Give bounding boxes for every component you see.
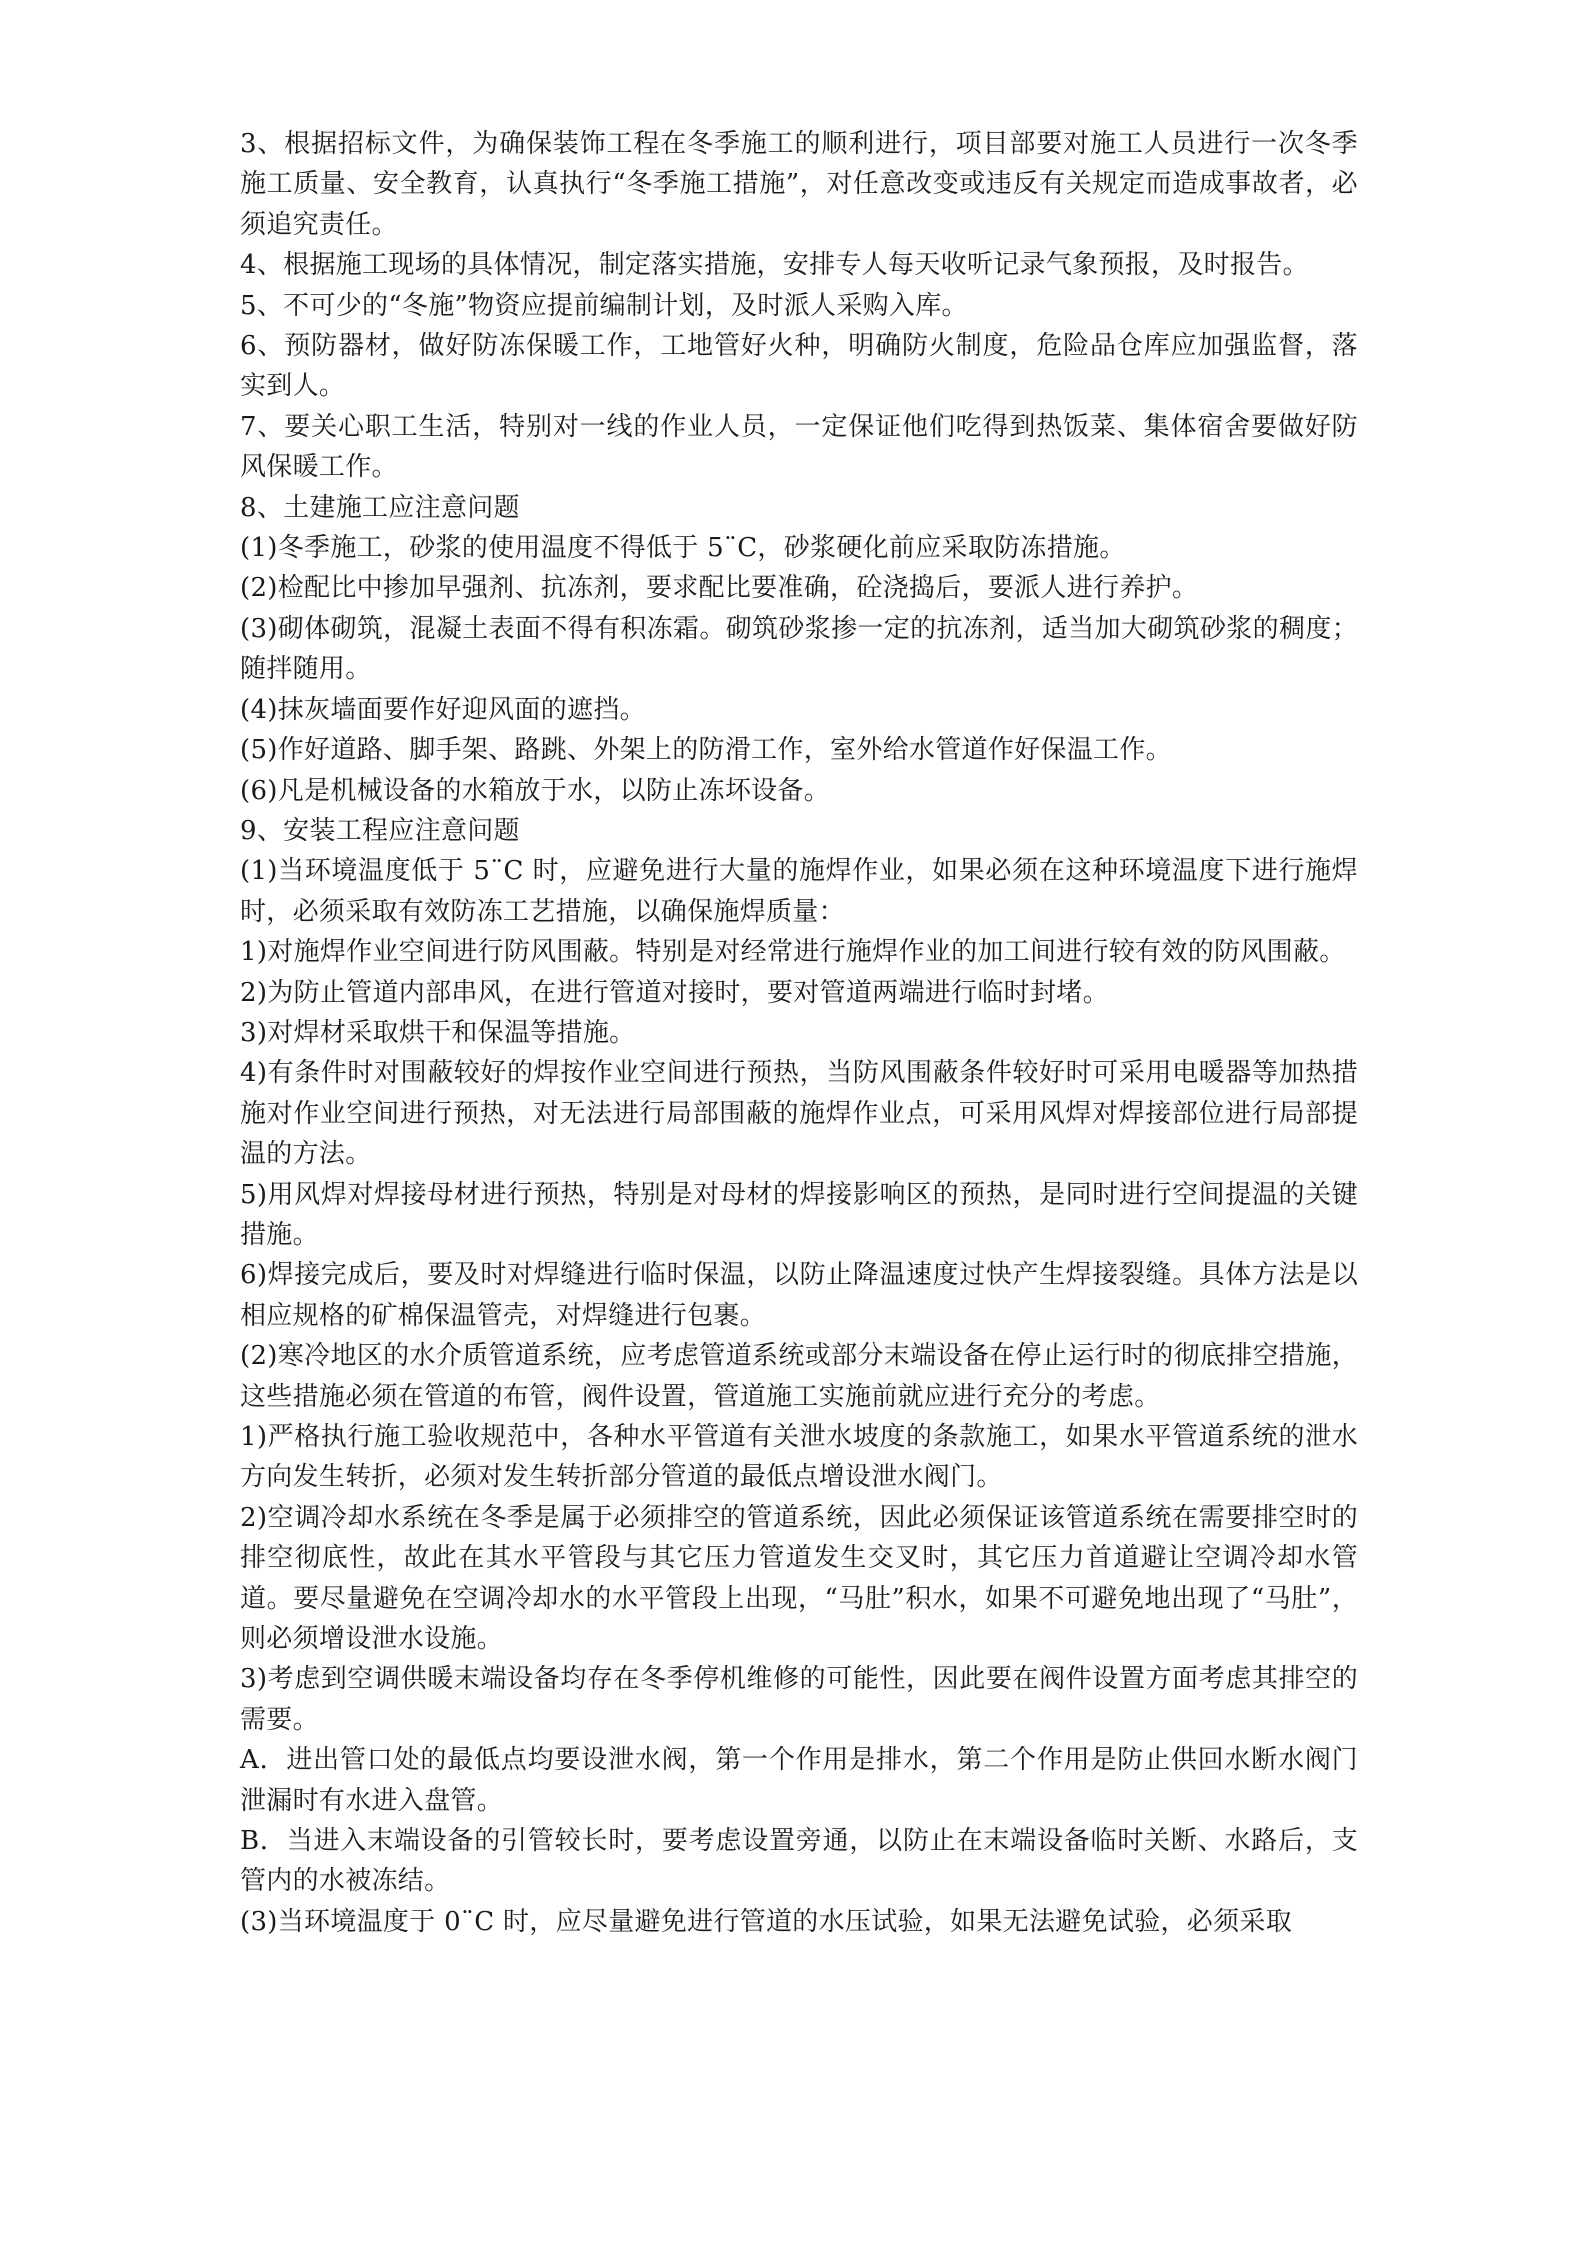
- paragraph-install-3: (3)当环境温度于 0¨C 时，应尽量避免进行管道的水压试验，如果无法避免试验，必须采取: [240, 1906, 1292, 1937]
- paragraph-civil-5: (5)作好道路、脚手架、路跳、外架上的防滑工作，室外给水管道作好保温工作。: [240, 735, 1172, 766]
- paragraph-civil-4: (4)抹灰墙面要作好迎风面的遮挡。: [240, 694, 646, 725]
- paragraph-welding-2: 2)为防止管道内部串风，在进行管道对接时，要对管道两端进行临时封堵。: [240, 977, 1109, 1008]
- paragraph-welding-1: 1)对施焊作业空间进行防风围蔽。特别是对经常进行施焊作业的加工间进行较有效的防风围蔽。: [240, 937, 1346, 968]
- paragraph-civil-1: (1)冬季施工，砂浆的使用温度不得低于 5¨C，砂浆硬化前应采取防冻措施。: [240, 533, 1126, 564]
- paragraph-drain-a: A．进出管口处的最低点均要设泄水阀，第一个作用是排水，第二个作用是防止供回水断水阀门泄漏时有水进入盘管。: [240, 1745, 1358, 1816]
- paragraph-drain-2: 2)空调冷却水系统在冬季是属于必须排空的管道系统，因此必须保证该管道系统在需要排空时的排空彻底性，故此在其水平管段与其它压力管道发生交叉时，其它压力首道避让空调冷却水管道。要尽量避免在空调冷却水的水平管段上出现，“马肚”积水，如果不可避免地出现了“马肚”，则必须增设泄水设施。: [240, 1502, 1358, 1655]
- paragraph-civil-2: (2)检配比中掺加早强剂、抗冻剂，要求配比要准确，砼浇捣后，要派人进行养护。: [240, 573, 1199, 604]
- paragraph-drain-3: 3)考虑到空调供暖末端设备均存在冬季停机维修的可能性，因此要在阀件设置方面考虑其排空的需要。: [240, 1664, 1358, 1735]
- paragraph-welding-4: 4)有条件时对围蔽较好的焊按作业空间进行预热，当防风围蔽条件较好时可采用电暖器等加热措施对作业空间进行预热，对无法进行局部围蔽的施焊作业点，可采用风焊对焊接部位进行局部提温的方法。: [240, 1058, 1358, 1170]
- document-body: [240, 124, 1358, 1942]
- paragraph-item-5: 5、不可少的“冬施”物资应提前编制计划，及时派人采购入库。: [240, 290, 968, 321]
- paragraph-install-2: (2)寒冷地区的水介质管道系统，应考虑管道系统或部分末端设备在停止运行时的彻底排空措施，这些措施必须在管道的布管，阀件设置，管道施工实施前就应进行充分的考虑。: [240, 1341, 1358, 1412]
- section-heading-installation: 9、安装工程应注意问题: [240, 815, 520, 846]
- paragraph-item-6: 6、预防器材，做好防冻保暖工作，工地管好火种，明确防火制度，危险品仓库应加强监督，落实到人。: [240, 331, 1358, 402]
- paragraph-civil-3: (3)砌体砌筑，混凝土表面不得有积冻霜。砌筑砂浆掺一定的抗冻剂，适当加大砌筑砂浆的稠度；随拌随用。: [240, 613, 1358, 685]
- section-heading-civil: 8、土建施工应注意问题: [240, 492, 520, 523]
- paragraph-item-7: 7、要关心职工生活，特别对一线的作业人员，一定保证他们吃得到热饭菜、集体宿舍要做好防风保暖工作。: [240, 411, 1358, 483]
- paragraph-item-4: 4、根据施工现场的具体情况，制定落实措施，安排专人每天收听记录气象预报，及时报告。: [240, 250, 1309, 281]
- paragraph-drain-1: 1)严格执行施工验收规范中，各种水平管道有关泄水坡度的条款施工，如果水平管道系统的泄水方向发生转折，必须对发生转折部分管道的最低点增设泄水阀门。: [240, 1422, 1358, 1493]
- paragraph-install-1: (1)当环境温度低于 5¨C 时，应避免进行大量的施焊作业，如果必须在这种环境温度下进行施焊时，必须采取有效防冻工艺措施，以确保施焊质量：: [240, 856, 1358, 927]
- paragraph-welding-5: 5)用风焊对焊接母材进行预热，特别是对母材的焊接影响区的预热，是同时进行空间提温的关键措施。: [240, 1179, 1358, 1250]
- paragraph-civil-6: (6)凡是机械设备的水箱放于水，以防止冻坏设备。: [240, 775, 831, 806]
- paragraph-welding-6: 6)焊接完成后，要及时对焊缝进行临时保温，以防止降温速度过快产生焊接裂缝。具体方法是以相应规格的矿棉保温管壳，对焊缝进行包裹。: [240, 1260, 1358, 1331]
- paragraph-drain-b: B．当进入末端设备的引管较长时，要考虑设置旁通，以防止在末端设备临时关断、水路后，支管内的水被冻结。: [240, 1826, 1358, 1897]
- paragraph-item-3: 3、根据招标文件，为确保装饰工程在冬季施工的顺利进行，项目部要对施工人员进行一次冬季施工质量、安全教育，认真执行“冬季施工措施”，对任意改变或违反有关规定而造成事故者，必须追究责任。: [240, 129, 1358, 240]
- paragraph-welding-3: 3)对焊材采取烘干和保温等措施。: [240, 1017, 636, 1048]
